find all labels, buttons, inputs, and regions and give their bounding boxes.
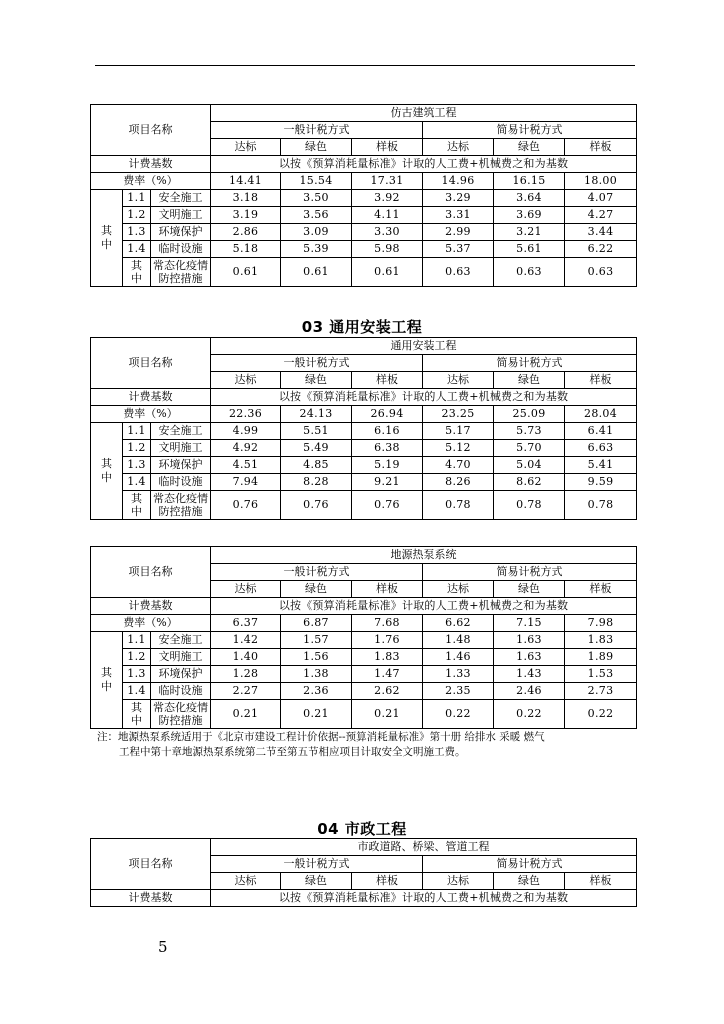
rate-value: 28.04 xyxy=(565,406,637,423)
sub-qizhong-label-line-1: 其 xyxy=(131,259,142,272)
table-row xyxy=(91,258,637,287)
item-code: 1.4 xyxy=(123,474,151,491)
item-name: 临时设施 xyxy=(151,241,211,258)
rate-value: 17.31 xyxy=(352,173,423,190)
item-code: 1.1 xyxy=(123,632,151,649)
item-name: 文明施工 xyxy=(151,207,211,224)
item-value: 5.12 xyxy=(423,440,494,457)
rate-value: 16.15 xyxy=(494,173,565,190)
item-code: 1.4 xyxy=(123,241,151,258)
sub-qizhong-label xyxy=(123,258,151,287)
item-value: 3.69 xyxy=(494,207,565,224)
item-value: 3.56 xyxy=(281,207,352,224)
table-row xyxy=(91,156,637,173)
table-row xyxy=(91,423,637,440)
epidemic-value: 0.76 xyxy=(281,491,352,520)
grade-header: 绿色 xyxy=(281,139,352,156)
qizhong-label xyxy=(91,632,123,729)
rate-value: 25.09 xyxy=(494,406,565,423)
table-row xyxy=(91,598,637,615)
table-row xyxy=(91,224,637,241)
table-row xyxy=(91,700,637,729)
grade-header: 达标 xyxy=(211,873,281,890)
item-value: 1.48 xyxy=(423,632,494,649)
epidemic-label-line-2: 防控措施 xyxy=(158,272,203,285)
footnote-line-2: 工程中第十章地源热泵系统第二节至第五节相应项目计取安全文明施工费。 xyxy=(119,746,466,758)
grade-header: 样板 xyxy=(565,139,637,156)
item-value: 1.28 xyxy=(211,666,281,683)
sub-qizhong-label xyxy=(123,700,151,729)
section-title-municipal: 04 市政工程 xyxy=(317,820,407,838)
item-name-header: 项目名称 xyxy=(91,547,211,598)
grade-header: 样板 xyxy=(352,139,423,156)
table-row xyxy=(91,666,637,683)
item-value: 1.57 xyxy=(281,632,352,649)
epidemic-value: 0.22 xyxy=(565,700,637,729)
epidemic-label-line-1: 常态化疫情 xyxy=(153,492,208,505)
basis-label: 计费基数 xyxy=(91,890,211,907)
basis-label: 计费基数 xyxy=(91,598,211,615)
epidemic-value: 0.21 xyxy=(352,700,423,729)
sub-qizhong-label-line-2: 中 xyxy=(131,714,142,727)
item-value: 1.53 xyxy=(565,666,637,683)
simple-tax-header: 简易计税方式 xyxy=(423,564,637,581)
table-row xyxy=(91,173,637,190)
epidemic-label xyxy=(151,258,211,287)
grade-header: 样板 xyxy=(352,873,423,890)
item-value: 4.51 xyxy=(211,457,281,474)
item-value: 6.63 xyxy=(565,440,637,457)
rate-value: 6.37 xyxy=(211,615,281,632)
item-value: 5.98 xyxy=(352,241,423,258)
sub-qizhong-label-line-1: 其 xyxy=(131,701,142,714)
qizhong-label-line-2: 中 xyxy=(101,471,112,484)
item-value: 4.27 xyxy=(565,207,637,224)
item-name: 文明施工 xyxy=(151,440,211,457)
item-name-header: 项目名称 xyxy=(91,839,211,890)
item-value: 1.63 xyxy=(494,649,565,666)
item-code: 1.3 xyxy=(123,457,151,474)
table-row xyxy=(91,406,637,423)
general-tax-header: 一般计税方式 xyxy=(211,122,423,139)
qizhong-label-line-1: 其 xyxy=(101,457,112,470)
fee-table-installation xyxy=(90,337,637,520)
item-value: 9.59 xyxy=(565,474,637,491)
grade-header: 达标 xyxy=(211,581,281,598)
table-row xyxy=(91,190,637,207)
qizhong-label xyxy=(91,423,123,520)
rate-value: 23.25 xyxy=(423,406,494,423)
grade-header: 绿色 xyxy=(494,139,565,156)
grade-header: 达标 xyxy=(423,873,494,890)
item-value: 9.21 xyxy=(352,474,423,491)
rate-value: 26.94 xyxy=(352,406,423,423)
epidemic-value: 0.63 xyxy=(494,258,565,287)
item-value: 1.43 xyxy=(494,666,565,683)
basis-label: 计费基数 xyxy=(91,389,211,406)
grade-header: 样板 xyxy=(565,873,637,890)
epidemic-value: 0.63 xyxy=(565,258,637,287)
table-row xyxy=(91,683,637,700)
table-row xyxy=(91,241,637,258)
item-name: 临时设施 xyxy=(151,474,211,491)
footnote xyxy=(97,730,657,760)
basis-text: 以按《预算消耗量标准》计取的人工费+机械费之和为基数 xyxy=(211,156,637,173)
item-value: 2.62 xyxy=(352,683,423,700)
item-code: 1.2 xyxy=(123,440,151,457)
item-value: 5.19 xyxy=(352,457,423,474)
general-tax-header: 一般计税方式 xyxy=(211,856,423,873)
grade-header: 绿色 xyxy=(281,873,352,890)
item-name: 文明施工 xyxy=(151,649,211,666)
item-name: 环境保护 xyxy=(151,457,211,474)
item-value: 5.39 xyxy=(281,241,352,258)
simple-tax-header: 简易计税方式 xyxy=(423,355,637,372)
grade-header: 达标 xyxy=(211,139,281,156)
item-value: 1.40 xyxy=(211,649,281,666)
basis-text: 以按《预算消耗量标准》计取的人工费+机械费之和为基数 xyxy=(211,598,637,615)
item-value: 7.94 xyxy=(211,474,281,491)
item-value: 5.18 xyxy=(211,241,281,258)
sub-qizhong-label-line-1: 其 xyxy=(131,492,142,505)
item-value: 3.09 xyxy=(281,224,352,241)
item-value: 4.99 xyxy=(211,423,281,440)
item-value: 4.11 xyxy=(352,207,423,224)
item-value: 1.38 xyxy=(281,666,352,683)
qizhong-label-line-1: 其 xyxy=(101,666,112,679)
item-value: 3.92 xyxy=(352,190,423,207)
rate-value: 24.13 xyxy=(281,406,352,423)
item-name-header: 项目名称 xyxy=(91,338,211,389)
project-name: 仿古建筑工程 xyxy=(211,105,637,122)
item-value: 2.73 xyxy=(565,683,637,700)
footnote-line-1: 注：地源热泵系统适用于《北京市建设工程计价依据--预算消耗量标准》第十册 给排水 采暖 燃气 xyxy=(97,731,545,743)
item-value: 1.42 xyxy=(211,632,281,649)
item-value: 2.99 xyxy=(423,224,494,241)
item-name: 安全施工 xyxy=(151,423,211,440)
sub-qizhong-label-line-2: 中 xyxy=(131,272,142,285)
item-value: 4.70 xyxy=(423,457,494,474)
page-number: 5 xyxy=(158,938,168,956)
item-value: 6.41 xyxy=(565,423,637,440)
table-row xyxy=(91,839,637,856)
item-code: 1.1 xyxy=(123,190,151,207)
item-value: 1.46 xyxy=(423,649,494,666)
item-value: 3.64 xyxy=(494,190,565,207)
table-row xyxy=(91,615,637,632)
table-row xyxy=(91,105,637,122)
item-value: 3.31 xyxy=(423,207,494,224)
table-row xyxy=(91,491,637,520)
general-tax-header: 一般计税方式 xyxy=(211,355,423,372)
grade-header: 绿色 xyxy=(494,873,565,890)
item-code: 1.2 xyxy=(123,207,151,224)
epidemic-label-line-1: 常态化疫情 xyxy=(153,701,208,714)
rate-label: 费率（%） xyxy=(91,615,211,632)
table-row xyxy=(91,207,637,224)
item-value: 2.46 xyxy=(494,683,565,700)
item-value: 4.92 xyxy=(211,440,281,457)
table-row xyxy=(91,474,637,491)
epidemic-value: 0.21 xyxy=(281,700,352,729)
table-row xyxy=(91,389,637,406)
qizhong-label-line-2: 中 xyxy=(101,238,112,251)
epidemic-value: 0.78 xyxy=(494,491,565,520)
item-name: 安全施工 xyxy=(151,632,211,649)
item-value: 1.89 xyxy=(565,649,637,666)
item-code: 1.2 xyxy=(123,649,151,666)
item-value: 5.51 xyxy=(281,423,352,440)
item-value: 1.47 xyxy=(352,666,423,683)
item-value: 3.50 xyxy=(281,190,352,207)
epidemic-value: 0.78 xyxy=(423,491,494,520)
item-value: 1.83 xyxy=(565,632,637,649)
item-value: 2.86 xyxy=(211,224,281,241)
epidemic-value: 0.61 xyxy=(281,258,352,287)
item-code: 1.3 xyxy=(123,224,151,241)
project-name: 通用安装工程 xyxy=(211,338,637,355)
item-value: 6.38 xyxy=(352,440,423,457)
sub-qizhong-label-line-2: 中 xyxy=(131,505,142,518)
item-value: 2.35 xyxy=(423,683,494,700)
item-code: 1.1 xyxy=(123,423,151,440)
basis-text: 以按《预算消耗量标准》计取的人工费+机械费之和为基数 xyxy=(211,389,637,406)
qizhong-label-line-2: 中 xyxy=(101,680,112,693)
rate-value: 22.36 xyxy=(211,406,281,423)
item-value: 2.36 xyxy=(281,683,352,700)
grade-header: 绿色 xyxy=(494,581,565,598)
epidemic-label-line-1: 常态化疫情 xyxy=(153,259,208,272)
item-name: 环境保护 xyxy=(151,666,211,683)
grade-header: 样板 xyxy=(352,581,423,598)
item-name: 环境保护 xyxy=(151,224,211,241)
project-name: 市政道路、桥梁、管道工程 xyxy=(211,839,637,856)
qizhong-label xyxy=(91,190,123,287)
grade-header: 绿色 xyxy=(281,372,352,389)
item-value: 1.33 xyxy=(423,666,494,683)
table-row xyxy=(91,649,637,666)
table-row xyxy=(91,547,637,564)
item-value: 5.17 xyxy=(423,423,494,440)
epidemic-value: 0.22 xyxy=(423,700,494,729)
item-value: 5.61 xyxy=(494,241,565,258)
table-row xyxy=(91,457,637,474)
epidemic-label xyxy=(151,491,211,520)
table-row xyxy=(91,890,637,907)
item-name: 临时设施 xyxy=(151,683,211,700)
rate-label: 费率（%） xyxy=(91,173,211,190)
grade-header: 样板 xyxy=(352,372,423,389)
item-value: 3.18 xyxy=(211,190,281,207)
item-value: 5.04 xyxy=(494,457,565,474)
item-value: 6.16 xyxy=(352,423,423,440)
epidemic-label xyxy=(151,700,211,729)
grade-header: 样板 xyxy=(565,372,637,389)
rate-value: 15.54 xyxy=(281,173,352,190)
epidemic-value: 0.21 xyxy=(211,700,281,729)
rate-value: 6.87 xyxy=(281,615,352,632)
item-name-header: 项目名称 xyxy=(91,105,211,156)
rate-value: 7.98 xyxy=(565,615,637,632)
grade-header: 达标 xyxy=(423,372,494,389)
simple-tax-header: 简易计税方式 xyxy=(423,856,637,873)
rate-value: 6.62 xyxy=(423,615,494,632)
table-row xyxy=(91,632,637,649)
epidemic-value: 0.22 xyxy=(494,700,565,729)
item-value: 3.29 xyxy=(423,190,494,207)
rate-value: 7.68 xyxy=(352,615,423,632)
item-value: 5.37 xyxy=(423,241,494,258)
rate-value: 14.96 xyxy=(423,173,494,190)
item-code: 1.4 xyxy=(123,683,151,700)
epidemic-label-line-2: 防控措施 xyxy=(158,714,203,727)
item-value: 1.63 xyxy=(494,632,565,649)
rate-value: 18.00 xyxy=(565,173,637,190)
item-value: 3.19 xyxy=(211,207,281,224)
item-value: 8.28 xyxy=(281,474,352,491)
simple-tax-header: 简易计税方式 xyxy=(423,122,637,139)
section-title-installation: 03 通用安装工程 xyxy=(301,318,423,336)
qizhong-label-line-1: 其 xyxy=(101,224,112,237)
item-value: 1.76 xyxy=(352,632,423,649)
epidemic-value: 0.76 xyxy=(211,491,281,520)
table-row xyxy=(91,338,637,355)
item-value: 1.56 xyxy=(281,649,352,666)
grade-header: 达标 xyxy=(423,581,494,598)
item-value: 5.41 xyxy=(565,457,637,474)
rate-value: 7.15 xyxy=(494,615,565,632)
rate-value: 14.41 xyxy=(211,173,281,190)
sub-qizhong-label xyxy=(123,491,151,520)
item-value: 5.70 xyxy=(494,440,565,457)
epidemic-label-line-2: 防控措施 xyxy=(158,505,203,518)
epidemic-value: 0.63 xyxy=(423,258,494,287)
item-code: 1.3 xyxy=(123,666,151,683)
grade-header: 绿色 xyxy=(494,372,565,389)
table-row xyxy=(91,440,637,457)
item-value: 5.73 xyxy=(494,423,565,440)
item-value: 6.22 xyxy=(565,241,637,258)
grade-header: 达标 xyxy=(211,372,281,389)
item-value: 3.30 xyxy=(352,224,423,241)
item-value: 3.21 xyxy=(494,224,565,241)
epidemic-value: 0.61 xyxy=(211,258,281,287)
grade-header: 样板 xyxy=(565,581,637,598)
epidemic-value: 0.78 xyxy=(565,491,637,520)
item-value: 8.62 xyxy=(494,474,565,491)
item-value: 8.26 xyxy=(423,474,494,491)
epidemic-value: 0.76 xyxy=(352,491,423,520)
header-rule xyxy=(95,65,635,66)
fee-table-ground-source-heat-pump xyxy=(90,546,637,729)
item-value: 5.49 xyxy=(281,440,352,457)
rate-label: 费率（%） xyxy=(91,406,211,423)
grade-header: 绿色 xyxy=(281,581,352,598)
item-value: 4.07 xyxy=(565,190,637,207)
item-value: 2.27 xyxy=(211,683,281,700)
basis-text: 以按《预算消耗量标准》计取的人工费+机械费之和为基数 xyxy=(211,890,637,907)
grade-header: 达标 xyxy=(423,139,494,156)
fee-table-municipal xyxy=(90,838,637,907)
item-value: 4.85 xyxy=(281,457,352,474)
general-tax-header: 一般计税方式 xyxy=(211,564,423,581)
epidemic-value: 0.61 xyxy=(352,258,423,287)
item-name: 安全施工 xyxy=(151,190,211,207)
item-value: 3.44 xyxy=(565,224,637,241)
basis-label: 计费基数 xyxy=(91,156,211,173)
item-value: 1.83 xyxy=(352,649,423,666)
fee-table-antique-building xyxy=(90,104,637,287)
project-name: 地源热泵系统 xyxy=(211,547,637,564)
